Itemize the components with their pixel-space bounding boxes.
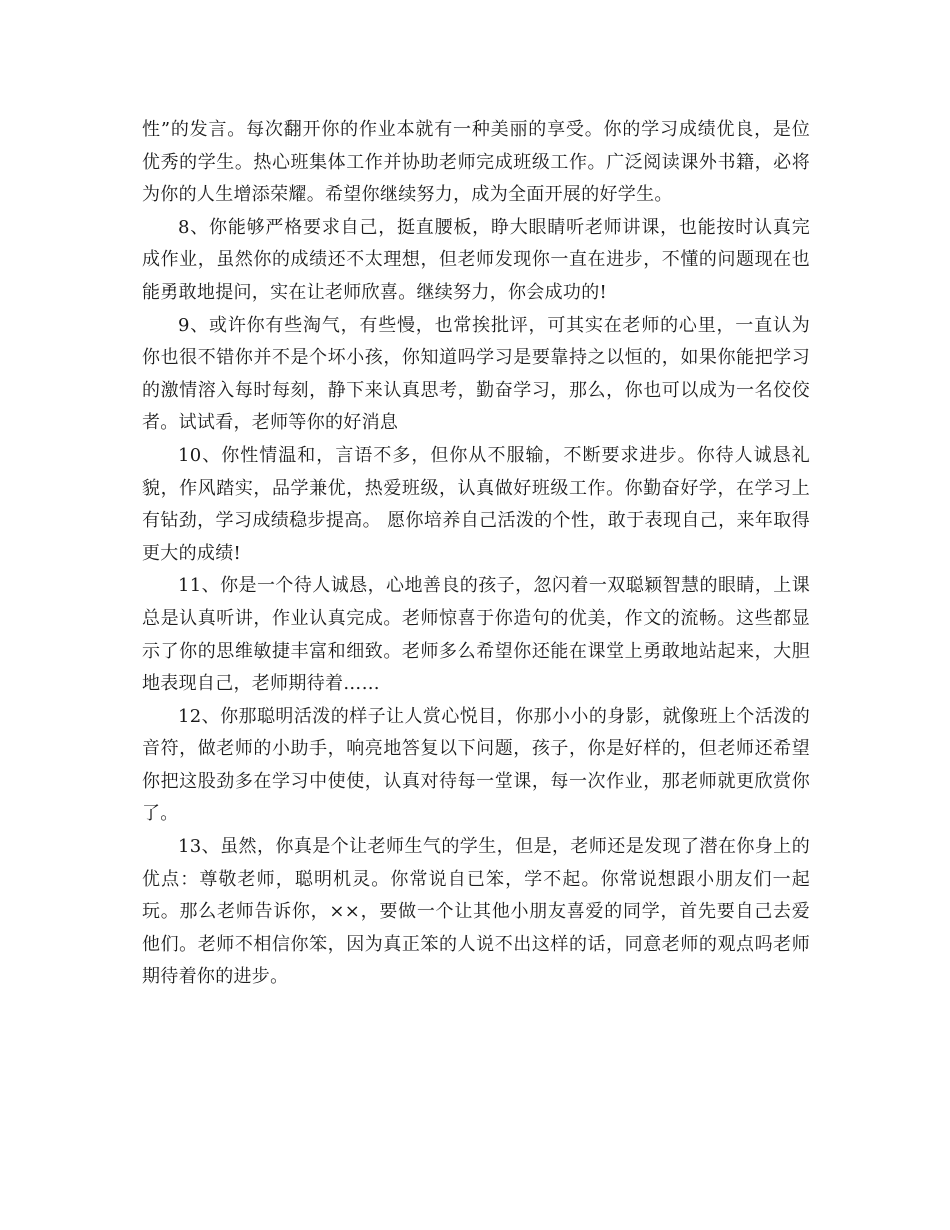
document-body [142,114,810,994]
paragraph-comment-13: 13、虽然，你真是个让老师生气的学生，但是，老师还是发现了潜在你身上的优点：尊敬老师，聪明机灵。你常说自已笨，学不起。你常说想跟小朋友们一起玩。那么老师告诉你，××，要做一个让其他小朋友喜爱的同学，首先要自己去爱他们。老师不相信你笨，因为真正笨的人说不出这样的话，同意老师的观点吗老师期待着你的进步。 [142,836,810,988]
paragraph-comment-12: 12、你那聪明活泼的样子让人赏心悦目，你那小小的身影，就像班上个活泼的音符，做老师的小助手，响亮地答复以下问题，孩子，你是好样的，但老师还希望你把这股劲多在学习中使使，认真对待每一堂课，每一次作业，那老师就更欣赏你了。 [142,705,810,825]
paragraph-comment-9: 9、或许你有些淘气，有些慢，也常挨批评，可其实在老师的心里，一直认为你也很不错你并不是个坏小孩，你知道吗学习是要靠持之以恒的，如果你能把学习的激情溶入每时每刻，静下来认真思考，勤奋学习，那么，你也可以成为一名佼佼者。试试看，老师等你的好消息 [142,314,810,434]
paragraph-continuation: 性”的发言。每次翻开你的作业本就有一种美丽的享受。你的学习成绩优良，是位优秀的学生。热心班集体工作并协助老师完成班级工作。广泛阅读课外书籍，必将为你的人生增添荣耀。希望你继续努力，成为全面开展的好学生。 [142,119,810,206]
paragraph-comment-8: 8、你能够严格要求自己，挺直腰板，睁大眼睛听老师讲课，也能按时认真完成作业，虽然你的成绩还不太理想，但老师发现你一直在进步，不懂的问题现在也能勇敢地提问，实在让老师欣喜。继续努力，你会成功的! [142,216,810,303]
paragraph-comment-10: 10、你性情温和，言语不多，但你从不服输，不断要求进步。你待人诚恳礼貌，作风踏实，品学兼优，热爱班级，认真做好班级工作。你勤奋好学，在学习上有钻劲，学习成绩稳步提高。 愿你培养自己活泼的个性，敢于表现自己，来年取得更大的成绩! [142,444,810,564]
paragraph-comment-11: 11、你是一个待人诚恳，心地善良的孩子，忽闪着一双聪颖智慧的眼睛，上课总是认真听讲，作业认真完成。老师惊喜于你造句的优美，作文的流畅。这些都显示了你的思维敏捷丰富和细致。老师多么希望你还能在课堂上勇敢地站起来，大胆地表现自己，老师期待着…… [142,575,810,695]
